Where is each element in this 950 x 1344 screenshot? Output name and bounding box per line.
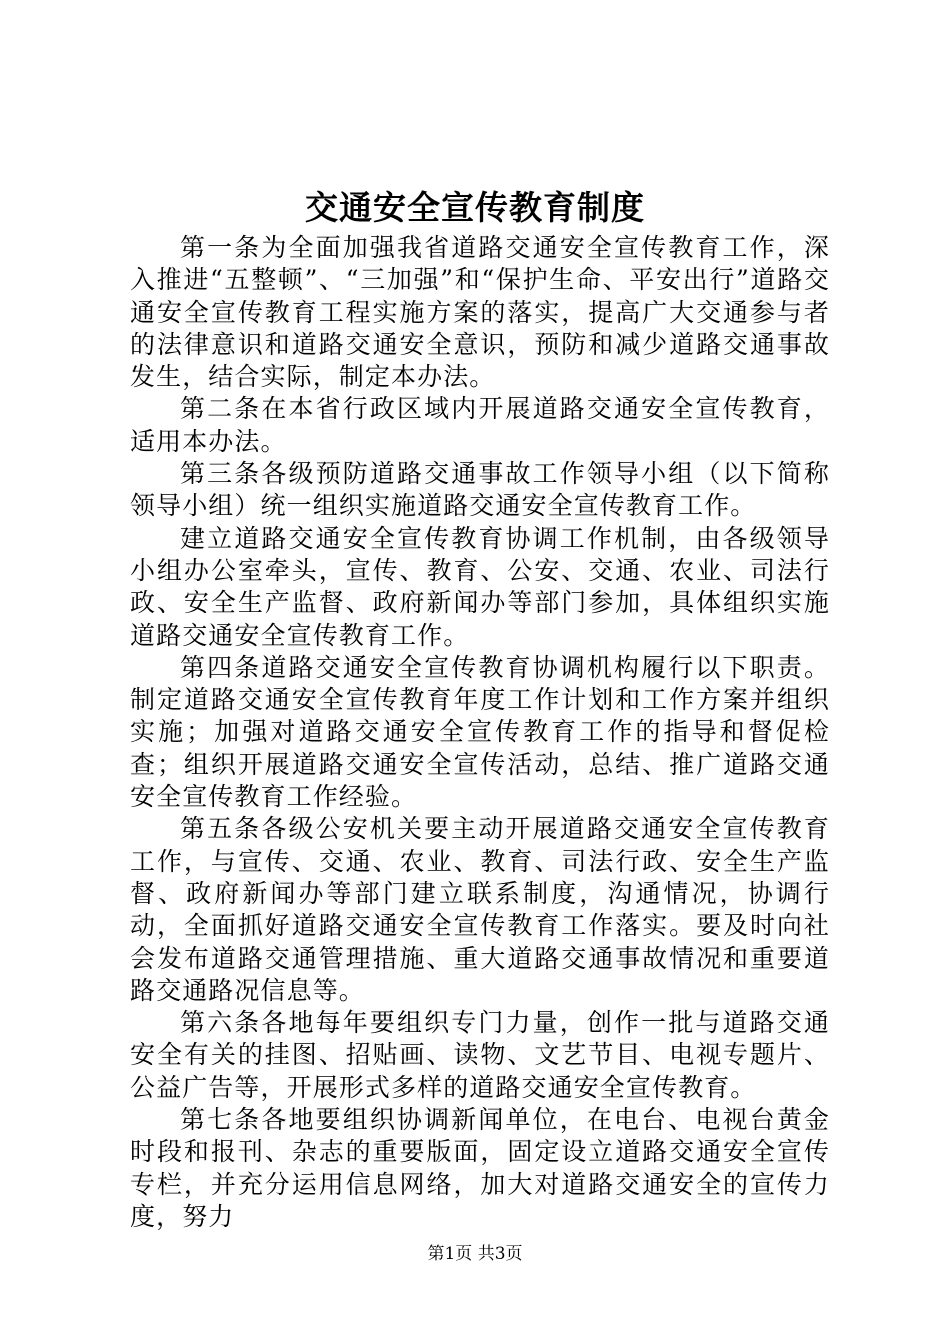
paragraph-coordination-mechanism: 建立道路交通安全宣传教育协调工作机制，由各级领导小组办公室牵头，宣传、教育、公安、交通、农业、司法行政、安全生产监督、政府新闻办等部门参加，具体组织实施道路交通安全宣传教育工作。	[130, 523, 830, 650]
paragraph-article-4: 第四条道路交通安全宣传教育协调机构履行以下职责。制定道路交通安全宣传教育年度工作计划和工作方案并组织实施；加强对道路交通安全宣传教育工作的指导和督促检查；组织开展道路交通安全宣传活动，总结、推广道路交通安全宣传教育工作经验。	[130, 652, 830, 812]
page-number-footer: 第1页 共3页	[427, 1244, 523, 1264]
paragraph-article-3: 第三条各级预防道路交通事故工作领导小组（以下简称领导小组）统一组织实施道路交通安全宣传教育工作。	[130, 459, 830, 521]
document-body	[130, 232, 830, 1233]
paragraph-article-7: 第七条各地要组织协调新闻单位，在电台、电视台黄金时段和报刊、杂志的重要版面，固定设立道路交通安全宣传专栏，并充分运用信息网络，加大对道路交通安全的宣传力度，努力	[130, 1105, 830, 1231]
document-title: 交通安全宣传教育制度	[305, 188, 645, 227]
paragraph-article-1: 第一条为全面加强我省道路交通安全宣传教育工作，深入推进“五整顿”、“三加强”和“保护生命、平安出行”道路交通安全宣传教育工程实施方案的落实，提高广大交通参与者的法律意识和道路交通安全意识，预防和减少道路交通事故发生，结合实际，制定本办法。	[130, 233, 830, 392]
paragraph-article-2: 第二条在本省行政区域内开展道路交通安全宣传教育，适用本办法。	[130, 394, 830, 456]
paragraph-article-6: 第六条各地每年要组织专门力量，创作一批与道路交通安全有关的挂图、招贴画、读物、文艺节目、电视专题片、公益广告等，开展形式多样的道路交通安全宣传教育。	[130, 1008, 830, 1102]
paragraph-article-5: 第五条各级公安机关要主动开展道路交通安全宣传教育工作，与宣传、交通、农业、教育、司法行政、安全生产监督、政府新闻办等部门建立联系制度，沟通情况，协调行动，全面抓好道路交通安全宣传教育工作落实。要及时向社会发布道路交通管理措施、重大道路交通事故情况和重要道路交通路况信息等。	[130, 814, 830, 1005]
